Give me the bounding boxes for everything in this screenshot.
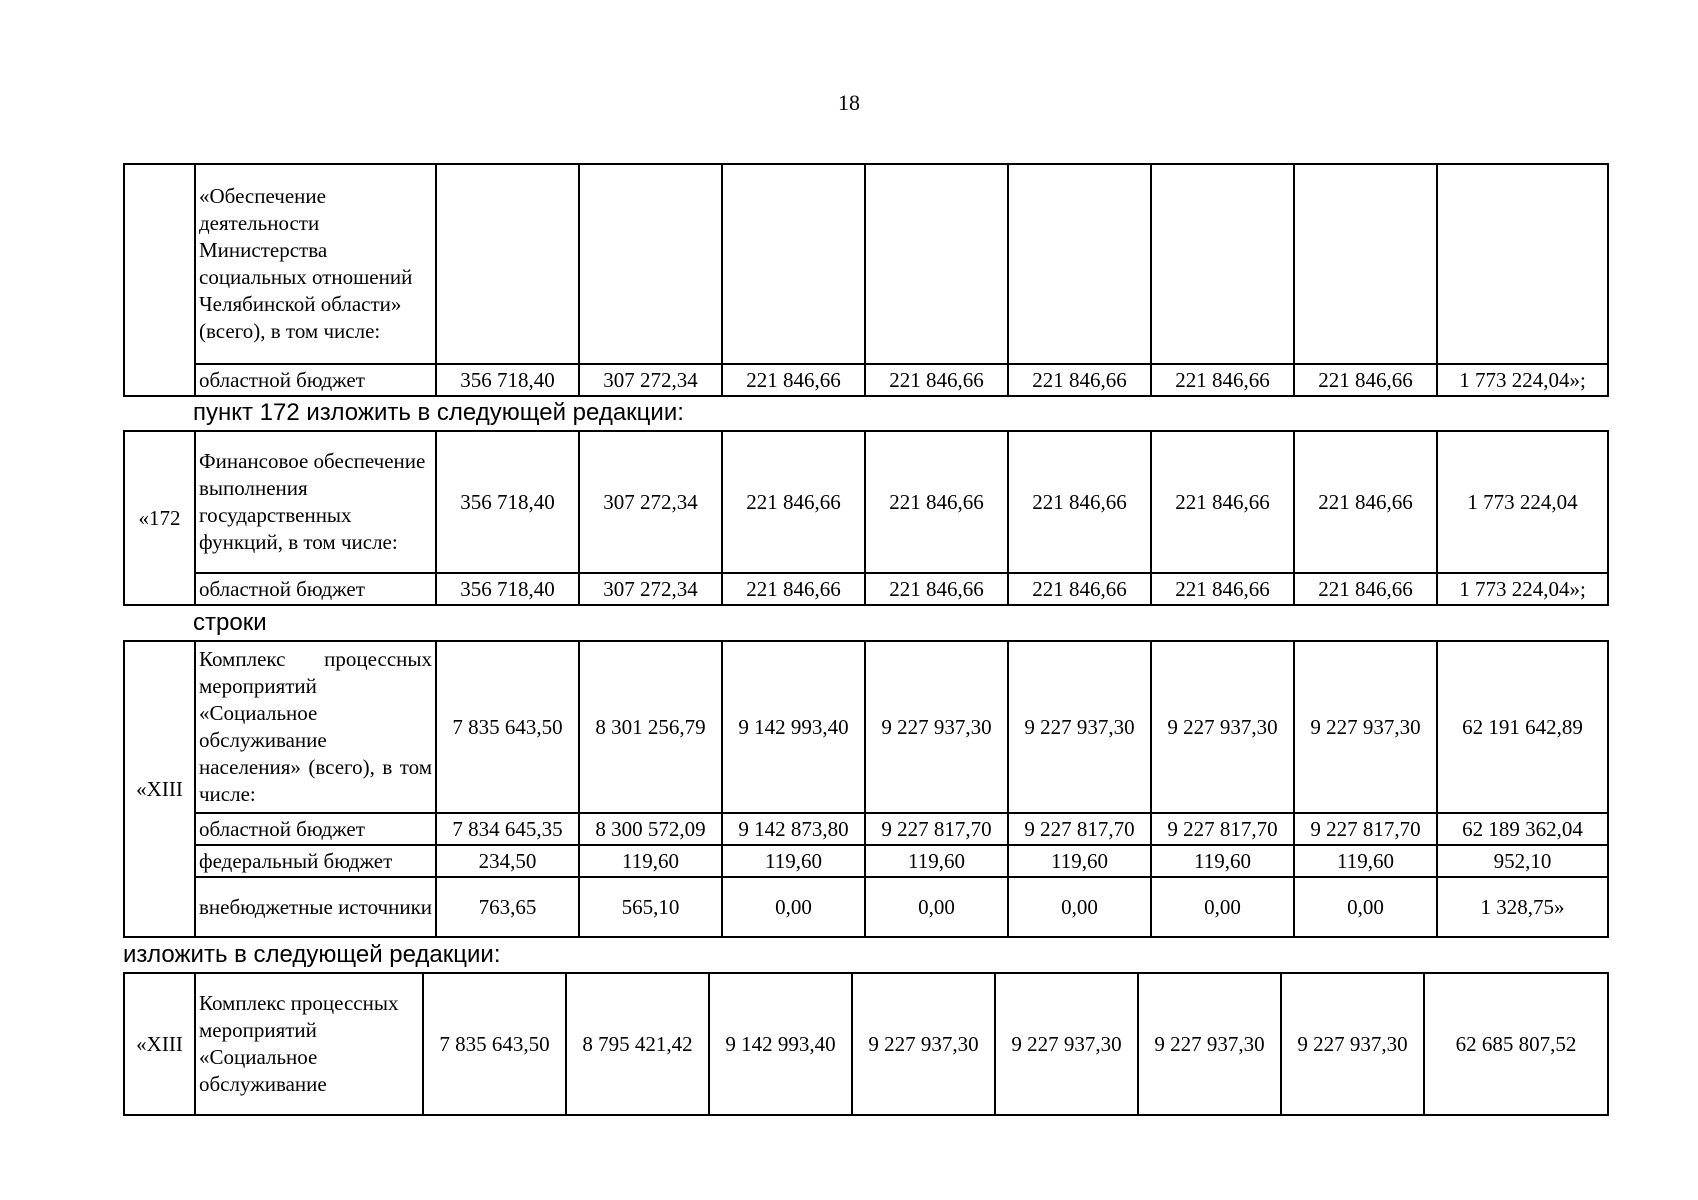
value-cell: 1 773 224,04 [1437,431,1608,573]
value-cell: 221 846,66 [1008,431,1151,573]
value-cell [1294,164,1437,364]
table-row [124,813,1608,845]
row-name-cell: Комплекс процессных мероприятий «Социальное обслуживание населения» (всего), в том числе: [195,641,436,813]
value-cell [579,164,722,364]
value-cell [1008,164,1151,364]
value-cell: 9 227 817,70 [865,813,1008,845]
value-cell: 8 301 256,79 [579,641,722,813]
value-cell: 7 835 643,50 [423,973,566,1115]
value-cell: 0,00 [865,877,1008,937]
value-cell: 307 272,34 [579,364,722,396]
value-cell: 0,00 [722,877,865,937]
value-cell [865,164,1008,364]
value-cell: 62 685 807,52 [1424,973,1608,1115]
value-cell: 8 300 572,09 [579,813,722,845]
value-cell: 0,00 [1151,877,1294,937]
value-cell: 221 846,66 [865,431,1008,573]
value-cell: 119,60 [1294,845,1437,877]
value-cell: 9 227 937,30 [995,973,1138,1115]
value-cell: 221 846,66 [1294,364,1437,396]
instruction-text: пункт 172 изложить в следующей редакции: [193,399,684,426]
value-cell: 221 846,66 [1294,573,1437,605]
value-cell: 221 846,66 [1151,364,1294,396]
value-cell: 62 189 362,04 [1437,813,1608,845]
value-cell: 9 227 937,30 [865,641,1008,813]
row-label-cell: федеральный бюджет [195,845,436,877]
value-cell [1437,164,1608,364]
table-row [124,877,1608,937]
value-cell [436,164,579,364]
value-cell: 221 846,66 [1294,431,1437,573]
table-row [124,641,1608,813]
row-code-cell: «XIII [124,641,195,937]
table-row [124,431,1608,573]
value-cell: 9 227 817,70 [1008,813,1151,845]
value-cell: 0,00 [1294,877,1437,937]
value-cell: 7 835 643,50 [436,641,579,813]
value-cell: 1 328,75» [1437,877,1608,937]
table-row [124,573,1608,605]
value-cell: 1 773 224,04»; [1437,364,1608,396]
value-cell: 119,60 [722,845,865,877]
value-cell: 307 272,34 [579,573,722,605]
value-cell: 9 227 937,30 [1151,641,1294,813]
value-cell: 119,60 [579,845,722,877]
row-name-cell: Финансовое обеспечение выполнения государственных функций, в том числе: [195,431,436,573]
table-item-172 [123,430,1609,606]
instruction-text: строки [193,609,267,636]
value-cell: 356 718,40 [436,364,579,396]
value-cell: 221 846,66 [722,364,865,396]
value-cell [722,164,865,364]
value-cell: 62 191 642,89 [1437,641,1608,813]
value-cell: 221 846,66 [1151,573,1294,605]
value-cell: 221 846,66 [1008,573,1151,605]
value-cell: 119,60 [865,845,1008,877]
table-row [124,973,1608,1115]
value-cell: 1 773 224,04»; [1437,573,1608,605]
value-cell: 763,65 [436,877,579,937]
value-cell: 221 846,66 [1151,431,1294,573]
value-cell: 9 227 937,30 [1294,641,1437,813]
value-cell: 8 795 421,42 [566,973,709,1115]
value-cell: 9 227 937,30 [1138,973,1281,1115]
value-cell: 9 227 937,30 [1281,973,1424,1115]
value-cell [1151,164,1294,364]
value-cell: 221 846,66 [722,573,865,605]
row-code-cell: «172 [124,431,195,605]
row-code-cell [124,164,195,396]
value-cell: 9 227 817,70 [1151,813,1294,845]
value-cell: 9 142 873,80 [722,813,865,845]
value-cell: 234,50 [436,845,579,877]
row-label-cell: областной бюджет [195,573,436,605]
value-cell: 221 846,66 [722,431,865,573]
value-cell: 9 227 937,30 [852,973,995,1115]
value-cell: 221 846,66 [865,364,1008,396]
value-cell: 221 846,66 [1008,364,1151,396]
value-cell: 9 227 817,70 [1294,813,1437,845]
instruction-text: изложить в следующей редакции: [123,941,501,968]
value-cell: 9 142 993,40 [722,641,865,813]
table-row [124,845,1608,877]
row-name-cell: Комплекс процессных мероприятий «Социальное обслуживание [195,973,423,1115]
table-row [124,364,1608,396]
table-section-xiii-new [123,972,1609,1116]
value-cell: 307 272,34 [579,431,722,573]
value-cell: 9 142 993,40 [709,973,852,1115]
table-section-xiii-old [123,640,1609,938]
value-cell: 952,10 [1437,845,1608,877]
value-cell: 119,60 [1151,845,1294,877]
value-cell: 119,60 [1008,845,1151,877]
row-label-cell: внебюджетные источники [195,877,436,937]
page-number: 18 [838,90,860,115]
value-cell: 9 227 937,30 [1008,641,1151,813]
value-cell: 356 718,40 [436,431,579,573]
value-cell: 565,10 [579,877,722,937]
value-cell: 221 846,66 [865,573,1008,605]
row-name-cell: «Обеспечение деятельности Министерства социальных отношений Челябинской области» (всего), в том числе: [195,164,436,364]
table-row [124,164,1608,364]
value-cell: 7 834 645,35 [436,813,579,845]
row-code-cell: «XIII [124,973,195,1115]
row-label-cell: областной бюджет [195,364,436,396]
value-cell: 0,00 [1008,877,1151,937]
table-ministry-support [123,163,1609,397]
row-label-cell: областной бюджет [195,813,436,845]
value-cell: 356 718,40 [436,573,579,605]
